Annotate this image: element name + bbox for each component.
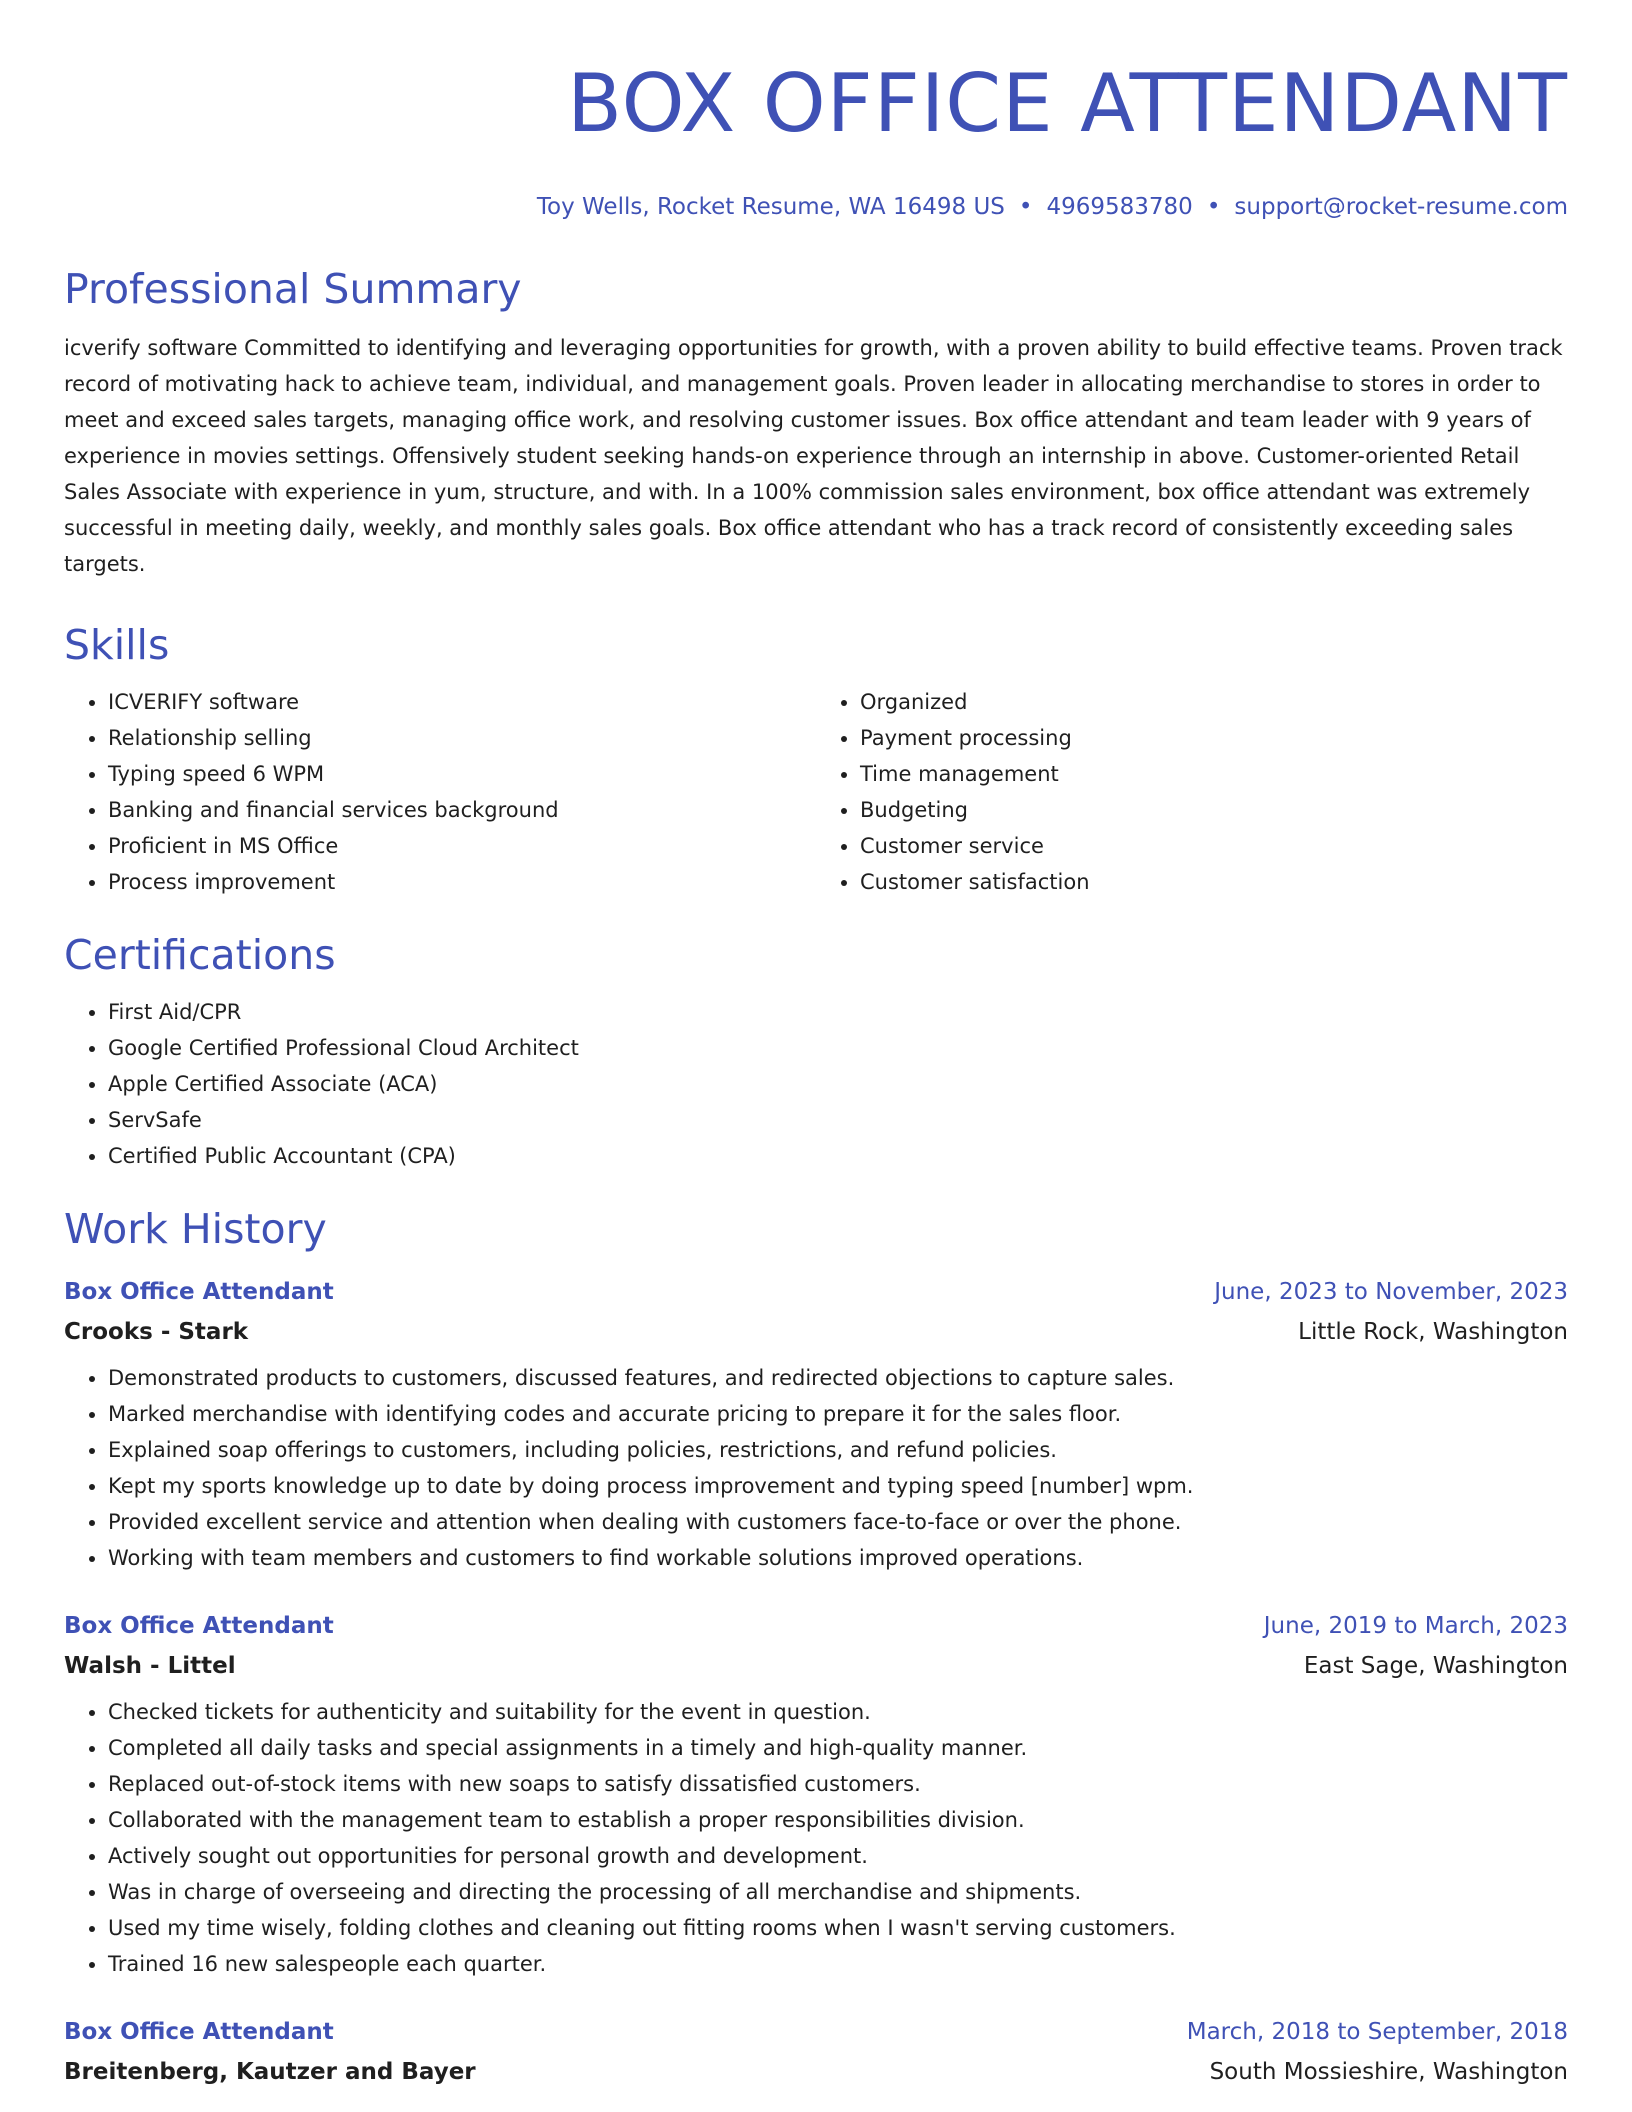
job-location: East Sage, Washington (1303, 1653, 1568, 1679)
job-company: Breitenberg, Kautzer and Bayer (64, 2059, 476, 2085)
contact-line (64, 192, 1568, 222)
skill-item: • Organized (860, 684, 1568, 720)
job-role: Box Office Attendant (64, 1613, 334, 1639)
certification-item: • Apple Certified Associate (ACA) (108, 1066, 1568, 1102)
job-role-row (64, 2016, 1568, 2048)
contact-address: Toy Wells, Rocket Resume, WA 16498 US (536, 194, 1005, 220)
job-location: Little Rock, Washington (1298, 1319, 1568, 1345)
contact-separator: • (1206, 194, 1221, 220)
job-bullet: • Kept my sports knowledge up to date by doing process improvement and typing speed [number] wpm. (108, 1468, 1568, 1504)
certification-item: • First Aid/CPR (108, 994, 1568, 1030)
job-bullet: • Trained 16 new salespeople each quarter. (108, 1946, 1568, 1982)
certifications-heading: Certifications (64, 931, 336, 979)
certification-item: • Certified Public Accountant (CPA) (108, 1138, 1568, 1174)
job-bullet: • Completed all daily tasks and special assignments in a timely and high-quality manner. (108, 1730, 1568, 1766)
skill-item: • Customer satisfaction (860, 864, 1568, 900)
skill-item: • Relationship selling (108, 720, 816, 756)
job-bullet: • Marked merchandise with identifying codes and accurate pricing to prepare it for the sales floor. (108, 1396, 1568, 1432)
resume-title: BOX OFFICE ATTENDANT (567, 57, 1568, 150)
job-company: Walsh - Littel (64, 1653, 236, 1679)
job-role-row (64, 1276, 1568, 1308)
skills-heading: Skills (64, 621, 170, 669)
skill-item: • ICVERIFY software (108, 684, 816, 720)
summary-text: icverify software Committed to identifying and leveraging opportunities for growth, with a proven ability to build effective teams. Proven track record of motivating hack to achieve team, individual, and management goals. Proven leader in allocating merchandise to stores in order to meet and exceed sales targets, managing office work, and resolving customer issues. Box office attendant and team leader with 9 years of experience in movies settings. Offensively student seeking hands-on experience through an internship in above. Customer-oriented Retail Sales Associate with experience in yum, structure, and with. In a 100% commission sales environment, box office attendant was extremely successful in meeting daily, weekly, and monthly sales goals. Box office attendant who has a track record of consistently exceeding sales targets. (64, 336, 1563, 576)
job-dates: June, 2019 to March, 2023 (1263, 1613, 1568, 1639)
job-entry (64, 2016, 1568, 2088)
job-bullet: • Provided excellent service and attention when dealing with customers face-to-face or over the phone. (108, 1504, 1568, 1540)
skills-columns (64, 684, 1568, 900)
skill-item: • Process improvement (108, 864, 816, 900)
job-company: Crooks - Stark (64, 1319, 249, 1345)
summary-heading: Professional Summary (64, 265, 522, 313)
job-bullet: • Replaced out-of-stock items with new soaps to satisfy dissatisfied customers. (108, 1766, 1568, 1802)
job-dates: March, 2018 to September, 2018 (1186, 2019, 1568, 2045)
job-bullets (64, 1360, 1568, 1576)
job-entry (64, 1276, 1568, 1576)
skills-list-left (64, 684, 816, 900)
skill-item: • Customer service (860, 828, 1568, 864)
skill-item: • Time management (860, 756, 1568, 792)
job-company-row (64, 2056, 1568, 2088)
job-bullet: • Actively sought out opportunities for personal growth and development. (108, 1838, 1568, 1874)
job-bullet: • Checked tickets for authenticity and suitability for the event in question. (108, 1694, 1568, 1730)
certification-item: • Google Certified Professional Cloud Architect (108, 1030, 1568, 1066)
job-company-row (64, 1650, 1568, 1682)
job-company-row (64, 1316, 1568, 1348)
contact-email[interactable]: support@rocket-resume.com (1234, 194, 1568, 220)
skill-item: • Budgeting (860, 792, 1568, 828)
job-role: Box Office Attendant (64, 1279, 334, 1305)
job-dates: June, 2023 to November, 2023 (1214, 1279, 1568, 1305)
skill-item: • Typing speed 6 WPM (108, 756, 816, 792)
job-bullets (64, 1694, 1568, 1982)
job-entry (64, 1610, 1568, 1982)
job-role-row (64, 1610, 1568, 1642)
skill-item: • Payment processing (860, 720, 1568, 756)
certifications-list (64, 994, 1568, 1174)
skill-item: • Banking and financial services background (108, 792, 816, 828)
job-bullet: • Was in charge of overseeing and directing the processing of all merchandise and shipments. (108, 1874, 1568, 1910)
certification-item: • ServSafe (108, 1102, 1568, 1138)
job-bullet: • Used my time wisely, folding clothes and cleaning out fitting rooms when I wasn't serving customers. (108, 1910, 1568, 1946)
resume-page (64, 0, 1568, 2088)
work-history-heading: Work History (64, 1205, 327, 1253)
job-role: Box Office Attendant (64, 2019, 334, 2045)
skills-list-right (816, 684, 1568, 900)
contact-phone: 4969583780 (1046, 194, 1193, 220)
job-bullet: • Working with team members and customers to find workable solutions improved operations. (108, 1540, 1568, 1576)
job-bullet: • Demonstrated products to customers, discussed features, and redirected objections to capture sales. (108, 1360, 1568, 1396)
contact-separator: • (1018, 194, 1033, 220)
job-location: South Mossieshire, Washington (1209, 2059, 1568, 2085)
job-bullet: • Explained soap offerings to customers, including policies, restrictions, and refund policies. (108, 1432, 1568, 1468)
job-bullet: • Collaborated with the management team to establish a proper responsibilities division. (108, 1802, 1568, 1838)
skill-item: • Proficient in MS Office (108, 828, 816, 864)
